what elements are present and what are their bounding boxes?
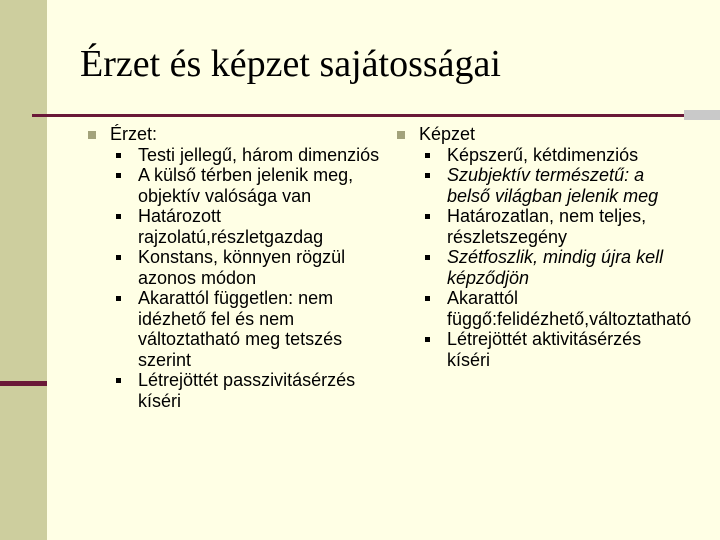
- list-item-text: Határozott rajzolatú,részletgazdag: [138, 206, 324, 247]
- bullet-icon: [425, 296, 430, 301]
- list-item: [397, 329, 689, 370]
- bullet-icon: [116, 255, 121, 260]
- left-heading-row: [88, 124, 380, 145]
- list-item: [88, 165, 380, 206]
- bullet-icon: [116, 378, 121, 383]
- list-item-text: Képszerű, kétdimenziós: [447, 144, 639, 165]
- left-list: [88, 145, 380, 412]
- list-item: [88, 145, 380, 166]
- bullet-icon: [116, 153, 121, 158]
- list-item: [88, 247, 380, 288]
- bullet-icon: [425, 214, 430, 219]
- list-item-text: Testi jellegű, három dimenziós: [138, 144, 380, 165]
- list-item-text: Létrejöttét passzivitásérzés kíséri: [138, 370, 356, 411]
- bullet-icon: [425, 173, 430, 178]
- list-item: [397, 145, 689, 166]
- right-heading: Képzet: [419, 124, 476, 144]
- bullet-square-icon: [397, 131, 405, 139]
- left-column: [88, 124, 380, 411]
- right-column: [397, 124, 692, 370]
- list-item-text: Szétfoszlik, mindig újra kell képződjön: [447, 247, 664, 288]
- list-item-text: A külső térben jelenik meg, objektív valósága van: [138, 165, 354, 206]
- list-item: [397, 206, 689, 247]
- bullet-icon: [116, 214, 121, 219]
- list-item: [397, 165, 689, 206]
- list-item: [88, 288, 380, 370]
- bullet-icon: [425, 153, 430, 158]
- list-item-text: Szubjektív természetű: a belső világban jelenik meg: [447, 165, 659, 206]
- bullet-icon: [425, 255, 430, 260]
- side-band: [0, 0, 47, 540]
- list-item: [88, 370, 380, 411]
- side-accent-bar: [0, 381, 47, 386]
- list-item: [397, 288, 692, 329]
- list-item-text: Akarattól függő:felidézhető,változtatható: [447, 288, 692, 329]
- title-rule: [32, 114, 684, 117]
- bullet-square-icon: [88, 131, 96, 139]
- left-heading: Érzet:: [110, 124, 158, 144]
- list-item-text: Létrejöttét aktivitásérzés kíséri: [447, 329, 642, 370]
- list-item-text: Konstans, könnyen rögzül azonos módon: [138, 247, 346, 288]
- list-item-text: Határozatlan, nem teljes, részletszegény: [447, 206, 647, 247]
- list-item-text: Akarattól független: nem idézhető fel és nem változtatható meg tetszés szerint: [138, 288, 343, 370]
- list-item: [397, 247, 689, 288]
- bullet-icon: [425, 337, 430, 342]
- bullet-icon: [116, 296, 121, 301]
- list-item: [88, 206, 380, 247]
- title-rule-tail: [684, 110, 720, 120]
- slide-title: Érzet és képzet sajátosságai: [80, 43, 501, 85]
- right-list: [397, 144, 692, 371]
- right-heading-row: [397, 124, 689, 145]
- bullet-icon: [116, 173, 121, 178]
